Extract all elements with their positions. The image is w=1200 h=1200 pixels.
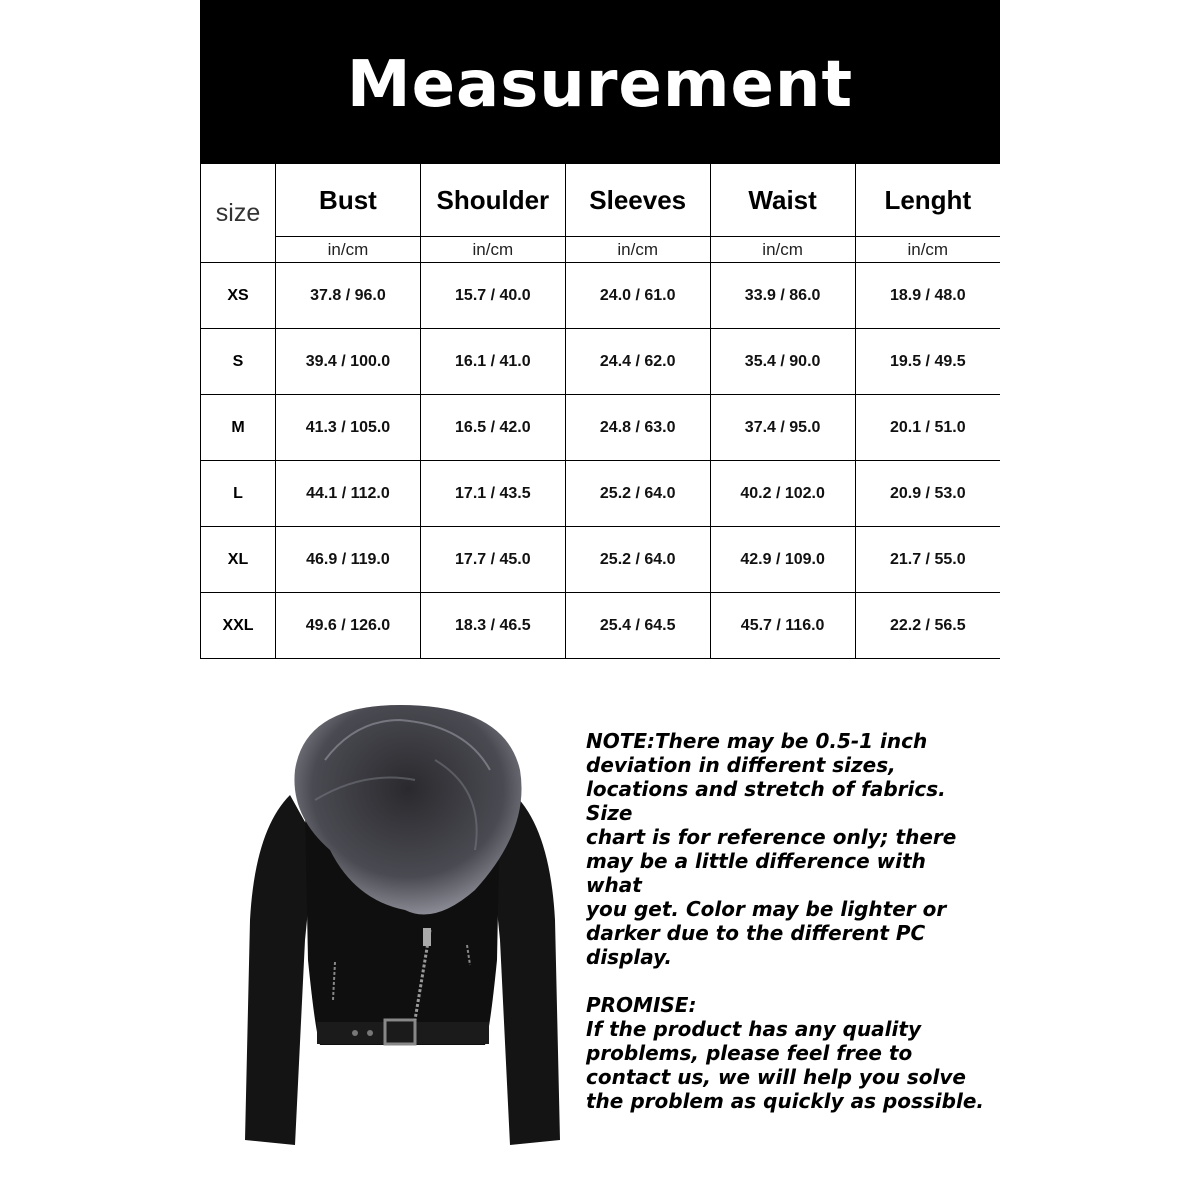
table-cell: 40.2 / 102.0 — [710, 461, 855, 527]
column-header-waist: Waist — [710, 164, 855, 237]
size-cell: XXL — [201, 593, 276, 659]
column-header-length: Lenght — [855, 164, 1000, 237]
promise-line: the problem as quickly as possible. — [586, 1089, 984, 1113]
note-line: NOTE:There may be 0.5-1 inch — [586, 729, 928, 753]
unit-label: in/cm — [855, 237, 1000, 263]
note-line: locations and stretch of fabrics. Size — [586, 777, 946, 825]
promise-title: PROMISE: — [586, 993, 697, 1017]
header-banner — [200, 0, 1000, 163]
table-cell: 25.4 / 64.5 — [565, 593, 710, 659]
promise-line: contact us, we will help you solve — [586, 1065, 966, 1089]
table-cell: 16.1 / 41.0 — [420, 329, 565, 395]
table-cell: 17.7 / 45.0 — [420, 527, 565, 593]
note-line: deviation in different sizes, — [586, 753, 896, 777]
note-line: chart is for reference only; there — [586, 825, 957, 849]
size-cell: S — [201, 329, 276, 395]
size-cell: XL — [201, 527, 276, 593]
promise-line: problems, please feel free to — [586, 1041, 913, 1065]
table-cell: 18.3 / 46.5 — [420, 593, 565, 659]
note-line: display. — [586, 945, 672, 969]
unit-label: in/cm — [565, 237, 710, 263]
note-line: you get. Color may be lighter or — [586, 897, 947, 921]
note-block — [586, 729, 986, 969]
size-cell: XS — [201, 263, 276, 329]
table-cell: 39.4 / 100.0 — [276, 329, 421, 395]
promise-block — [586, 993, 986, 1113]
column-header-shoulder: Shoulder — [420, 164, 565, 237]
unit-label: in/cm — [710, 237, 855, 263]
jacket-illustration — [235, 700, 570, 1150]
table-cell: 21.7 / 55.0 — [855, 527, 1000, 593]
table-cell: 16.5 / 42.0 — [420, 395, 565, 461]
table-row — [201, 461, 1001, 527]
table-row — [201, 593, 1001, 659]
table-cell: 46.9 / 119.0 — [276, 527, 421, 593]
table-cell: 24.4 / 62.0 — [565, 329, 710, 395]
note-line: may be a little difference with what — [586, 849, 926, 897]
column-header-bust: Bust — [276, 164, 421, 237]
table-row — [201, 263, 1001, 329]
promise-line: If the product has any quality — [586, 1017, 921, 1041]
table-cell: 24.0 / 61.0 — [565, 263, 710, 329]
table-cell: 24.8 / 63.0 — [565, 395, 710, 461]
table-cell: 44.1 / 112.0 — [276, 461, 421, 527]
size-chart-table — [200, 163, 1000, 659]
table-cell: 37.8 / 96.0 — [276, 263, 421, 329]
table-cell: 41.3 / 105.0 — [276, 395, 421, 461]
size-cell: L — [201, 461, 276, 527]
unit-label: in/cm — [420, 237, 565, 263]
table-row — [201, 329, 1001, 395]
table-cell: 20.1 / 51.0 — [855, 395, 1000, 461]
table-cell: 33.9 / 86.0 — [710, 263, 855, 329]
table-cell: 19.5 / 49.5 — [855, 329, 1000, 395]
column-header-sleeves: Sleeves — [565, 164, 710, 237]
table-cell: 45.7 / 116.0 — [710, 593, 855, 659]
table-cell: 49.6 / 126.0 — [276, 593, 421, 659]
table-row — [201, 395, 1001, 461]
table-cell: 42.9 / 109.0 — [710, 527, 855, 593]
table-row — [201, 527, 1001, 593]
size-cell: M — [201, 395, 276, 461]
table-cell: 15.7 / 40.0 — [420, 263, 565, 329]
table-cell: 22.2 / 56.5 — [855, 593, 1000, 659]
table-cell: 20.9 / 53.0 — [855, 461, 1000, 527]
table-cell: 37.4 / 95.0 — [710, 395, 855, 461]
product-image-jacket — [235, 700, 570, 1150]
table-cell: 17.1 / 43.5 — [420, 461, 565, 527]
note-line: darker due to the different PC — [586, 921, 926, 945]
size-column-header: size — [201, 164, 276, 263]
table-cell: 18.9 / 48.0 — [855, 263, 1000, 329]
page-title: Measurement — [346, 47, 854, 122]
table-cell: 25.2 / 64.0 — [565, 527, 710, 593]
unit-label: in/cm — [276, 237, 421, 263]
table-cell: 25.2 / 64.0 — [565, 461, 710, 527]
table-cell: 35.4 / 90.0 — [710, 329, 855, 395]
